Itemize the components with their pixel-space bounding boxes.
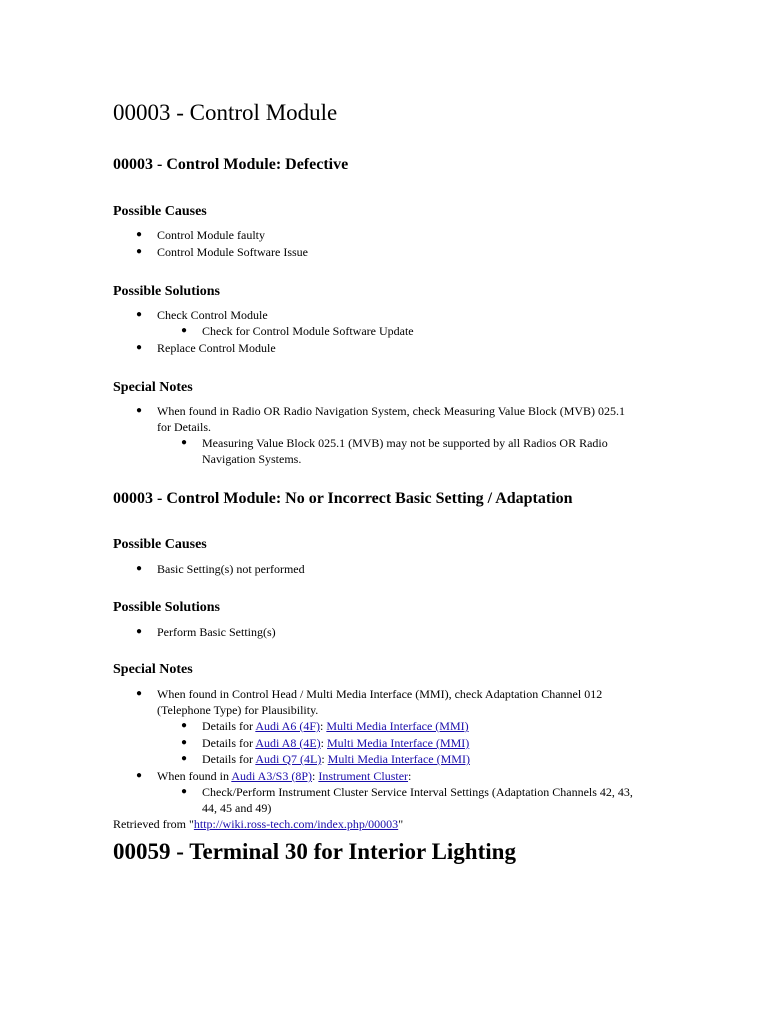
title-code: 00003 — [113, 100, 171, 125]
details-line: Details for Audi A8 (4E): Multi Media Interface (MMI) — [202, 736, 470, 750]
system-link[interactable]: Multi Media Interface (MMI) — [327, 736, 470, 750]
bullet-icon: ● — [181, 325, 188, 336]
note-prefix: When found in — [157, 769, 229, 783]
details-prefix: Details for — [202, 752, 253, 766]
title-code: 00059 — [113, 839, 171, 864]
note-line: 44, 45 and 49) — [202, 801, 272, 815]
system-link[interactable]: Multi Media Interface (MMI) — [326, 719, 469, 733]
solutions-heading: Possible Solutions — [113, 600, 220, 615]
system-link[interactable]: Instrument Cluster — [318, 769, 409, 783]
note-line: for Details. — [157, 420, 211, 434]
list-item: Check Control Module — [157, 308, 268, 322]
notes-heading: Special Notes — [113, 380, 193, 395]
model-link[interactable]: Audi Q7 (4L) — [255, 752, 322, 766]
retrieved-suffix: " — [398, 817, 404, 831]
solutions-heading: Possible Solutions — [113, 284, 220, 299]
list-item: Perform Basic Setting(s) — [157, 625, 276, 639]
bullet-icon: ● — [136, 342, 143, 353]
page-title: 00003 - Control Module — [113, 100, 338, 125]
causes-heading: Possible Causes — [113, 537, 207, 552]
bullet-icon: ● — [181, 437, 188, 448]
note-line: Check/Perform Instrument Cluster Service Interval Settings (Adaptation Channels 42, 43, — [202, 785, 633, 799]
bullet-icon: ● — [136, 626, 143, 637]
title-name: Control Module — [189, 100, 338, 125]
model-link[interactable]: Audi A6 (4F) — [255, 719, 320, 733]
retrieved-from — [113, 816, 403, 833]
bullet-icon: ● — [136, 246, 143, 257]
bullet-icon: ● — [136, 688, 143, 699]
notes-heading: Special Notes — [113, 662, 193, 677]
title-name: Terminal 30 for Interior Lighting — [189, 839, 516, 864]
details-prefix: Details for — [202, 719, 253, 733]
list-item: Control Module Software Issue — [157, 245, 308, 259]
note-line: Navigation Systems. — [202, 452, 302, 466]
bullet-icon: ● — [136, 563, 143, 574]
section-heading: 00003 - Control Module: Defective — [113, 156, 349, 173]
details-prefix: Details for — [202, 736, 253, 750]
details-line: Details for Audi A6 (4F): Multi Media Interface (MMI) — [202, 719, 469, 733]
bullet-icon: ● — [181, 720, 188, 731]
note-line: When found in Radio OR Radio Navigation System, check Measuring Value Block (MVB) 025.1 — [157, 404, 626, 418]
list-item: Check for Control Module Software Update — [202, 324, 414, 338]
bullet-icon: ● — [181, 786, 188, 797]
causes-heading: Possible Causes — [113, 204, 207, 219]
list-item: Basic Setting(s) not performed — [157, 562, 305, 576]
retrieved-prefix: Retrieved from " — [113, 817, 194, 831]
section-heading: 00003 - Control Module: No or Incorrect Basic Setting / Adaptation — [113, 490, 573, 507]
bullet-icon: ● — [136, 405, 143, 416]
bullet-icon: ● — [181, 753, 188, 764]
retrieved-link[interactable]: http://wiki.ross-tech.com/index.php/00003 — [193, 817, 399, 831]
bullet-icon: ● — [136, 770, 143, 781]
page-title: 00059 - Terminal 30 for Interior Lighting — [113, 839, 516, 864]
note-line: When found in Audi A3/S3 (8P): Instrument Cluster: — [157, 769, 412, 783]
system-link[interactable]: Multi Media Interface (MMI) — [327, 752, 470, 766]
model-link[interactable]: Audi A8 (4E) — [255, 736, 321, 750]
note-line: When found in Control Head / Multi Media Interface (MMI), check Adaptation Channel 012 — [157, 687, 603, 701]
details-line: Details for Audi Q7 (4L): Multi Media Interface (MMI) — [202, 752, 470, 766]
bullet-icon: ● — [136, 309, 143, 320]
note-line: (Telephone Type) for Plausibility. — [157, 703, 319, 717]
list-item: Replace Control Module — [157, 341, 276, 355]
note-line: Measuring Value Block 025.1 (MVB) may not be supported by all Radios OR Radio — [202, 436, 608, 450]
bullet-icon: ● — [136, 229, 143, 240]
model-link[interactable]: Audi A3/S3 (8P) — [231, 769, 313, 783]
bullet-icon: ● — [181, 737, 188, 748]
list-item: Control Module faulty — [157, 228, 265, 242]
